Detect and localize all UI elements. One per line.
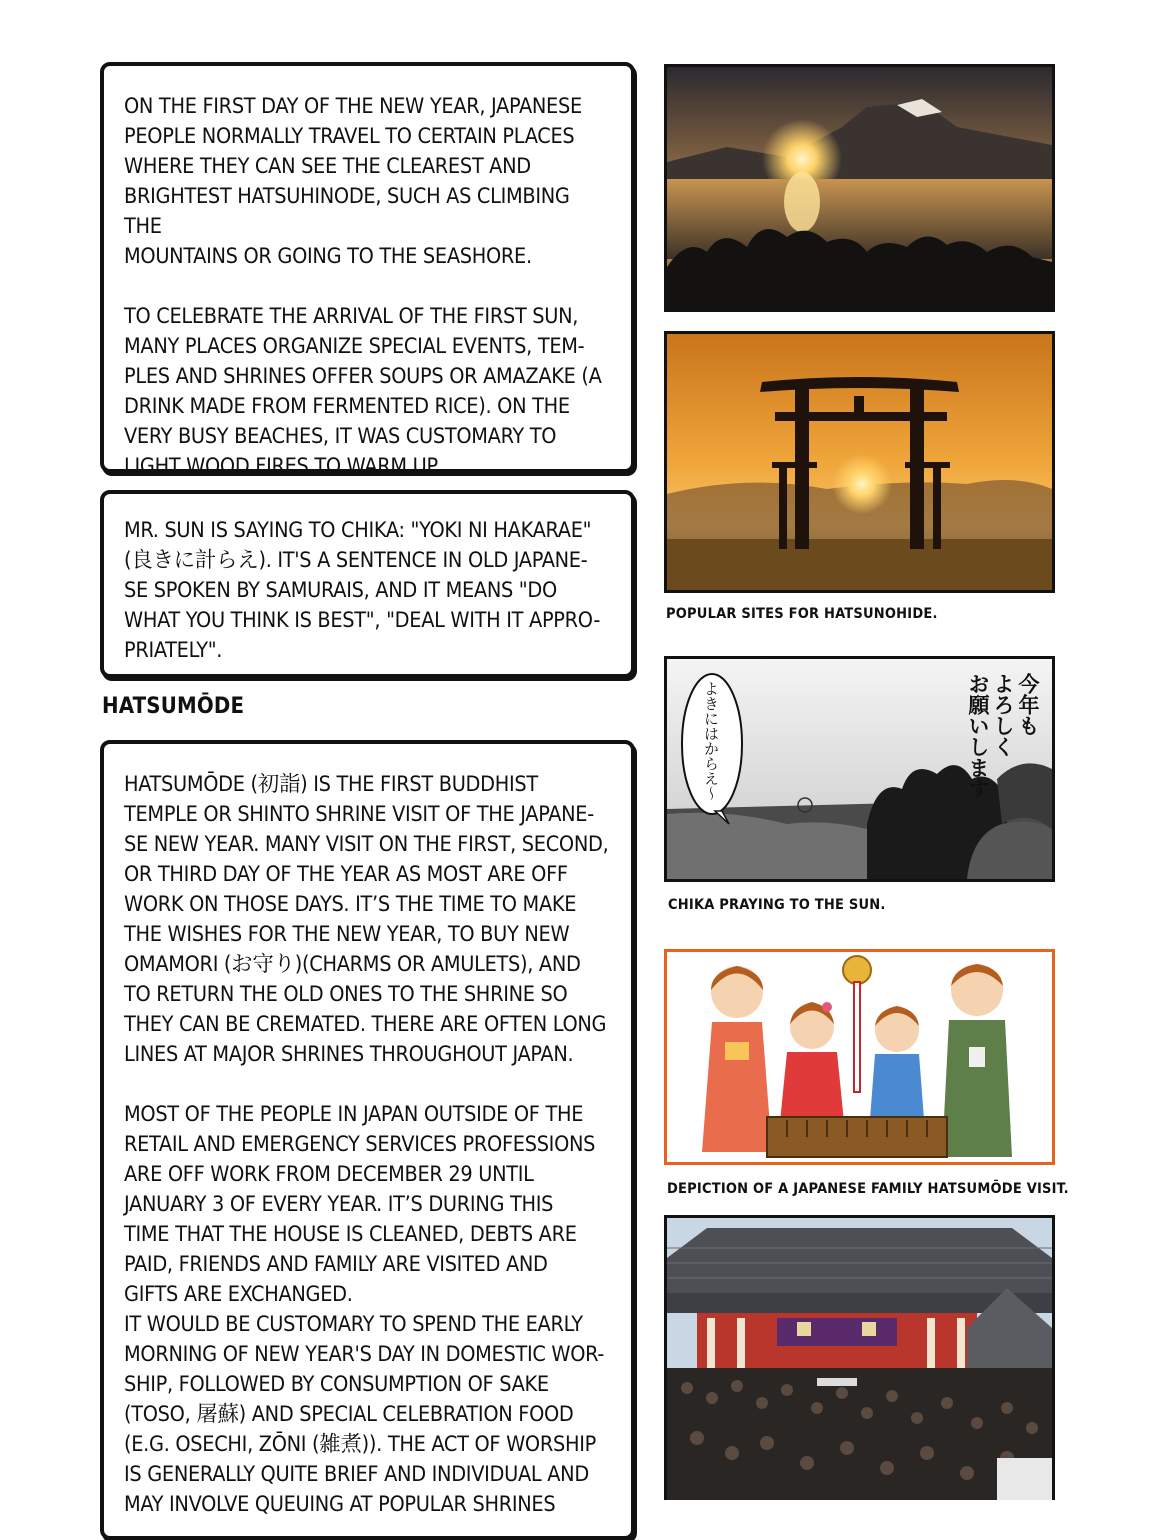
manga-right-text-line1: 今年も [1016, 673, 1040, 736]
manga-panel-chika [664, 656, 1055, 882]
paragraph-yoki-ni-hakarae: MR. SUN IS SAYING TO CHIKA: "YOKI NI HAKARAE" (良きに計らえ). IT'S A SENTENCE IN OLD JAPANE- SE SPOKEN BY SAMURAIS, AND IT MEANS "DO WHAT YOU THINK IS BEST", "DEAL WITH IT APPRO- PRIATELY". [124, 518, 601, 663]
paragraph-celebration: TO CELEBRATE THE ARRIVAL OF THE FIRST SUN, MANY PLACES ORGANIZE SPECIAL EVENTS, TEM- PLES AND SHRINES OFFER SOUPS OR AMAZAKE (A DRINK MADE FROM FERMENTED RICE). ON THE VERY BUSY BEACHES, IT WAS CUSTOMARY TO LIGHT WOOD FIRES TO WARM UP. [124, 304, 602, 479]
caption-popular-sites: POPULAR SITES FOR HATSUNOHIDE. [666, 606, 938, 622]
manga-right-text-line3: お願いします [966, 673, 990, 799]
paragraph-hatsumode-definition: HATSUMŌDE (初詣) IS THE FIRST BUDDHIST TEMPLE OR SHINTO SHRINE VISIT OF THE JAPANE- SE NEW YEAR. MANY VISIT ON THE FIRST, SECOND, OR THIRD DAY OF THE YEAR AS MOST ARE OFF WORK ON THOSE DAYS. IT’S THE TIME TO MAKE THE WISHES FOR THE NEW YEAR, TO BUY NEW OMAMORI (お守り)(CHARMS OR AMULETS), AND TO RETURN THE OLD ONES TO THE SHRINE SO THEY CAN BE CREMATED. THERE ARE OFTEN LONG LINES AT MAJOR SHRINES THROUGHOUT JAPAN. [124, 772, 609, 1067]
text-box-mr-sun [100, 490, 635, 678]
paragraph-new-year-customs: MOST OF THE PEOPLE IN JAPAN OUTSIDE OF THE RETAIL AND EMERGENCY SERVICES PROFESSIONS ARE OFF WORK FROM DECEMBER 29 UNTIL JANUARY 3 OF EVERY YEAR. IT’S DURING THIS TIME THAT THE HOUSE IS CLEANED, DEBTS ARE PAID, FRIENDS AND FAMILY ARE VISITED AND GIFTS ARE EXCHANGED. IT WOULD BE CUSTOMARY TO SPEND THE EARLY MORNING OF NEW YEAR'S DAY IN DOMESTIC WOR- SHIP, FOLLOWED BY CONSUMPTION OF SAKE (TOSO, 屠蘇) AND SPECIAL CELEBRATION FOOD (E.G. OSECHI, ZŌNI (雑煮)). THE ACT OF WORSHIP IS GENERALLY QUITE BRIEF AND INDIVIDUAL AND MAY INVOLVE QUEUING AT POPULAR SHRINES [124, 1102, 605, 1517]
photo-fuji-sunrise [664, 64, 1055, 312]
text-box-hatsumode [100, 740, 635, 1540]
illustration-family-hatsumode [664, 949, 1055, 1165]
text-box-hatsuhinode [100, 62, 635, 479]
photo-temple-crowd [664, 1215, 1055, 1500]
manga-right-text [965, 673, 1040, 799]
section-heading-hatsumode: HATSUMŌDE [102, 694, 245, 719]
speech-bubble-text: よきにはからえ〜 [702, 681, 720, 801]
paragraph-hatsuhinode-places: ON THE FIRST DAY OF THE NEW YEAR, JAPANESE PEOPLE NORMALLY TRAVEL TO CERTAIN PLACES WHERE THEY CAN SEE THE CLEAREST AND BRIGHTEST HATSUHINODE, SUCH AS CLIMBING THE MOUNTAINS OR GOING TO THE SEASHORE. [124, 94, 582, 269]
caption-chika-praying: CHIKA PRAYING TO THE SUN. [668, 897, 886, 913]
manga-right-text-line2: よろしく [991, 673, 1015, 757]
photo-torii-sunset [664, 331, 1055, 593]
caption-family-visit: DEPICTION OF A JAPANESE FAMILY HATSUMŌDE VISIT. [667, 1181, 1069, 1197]
